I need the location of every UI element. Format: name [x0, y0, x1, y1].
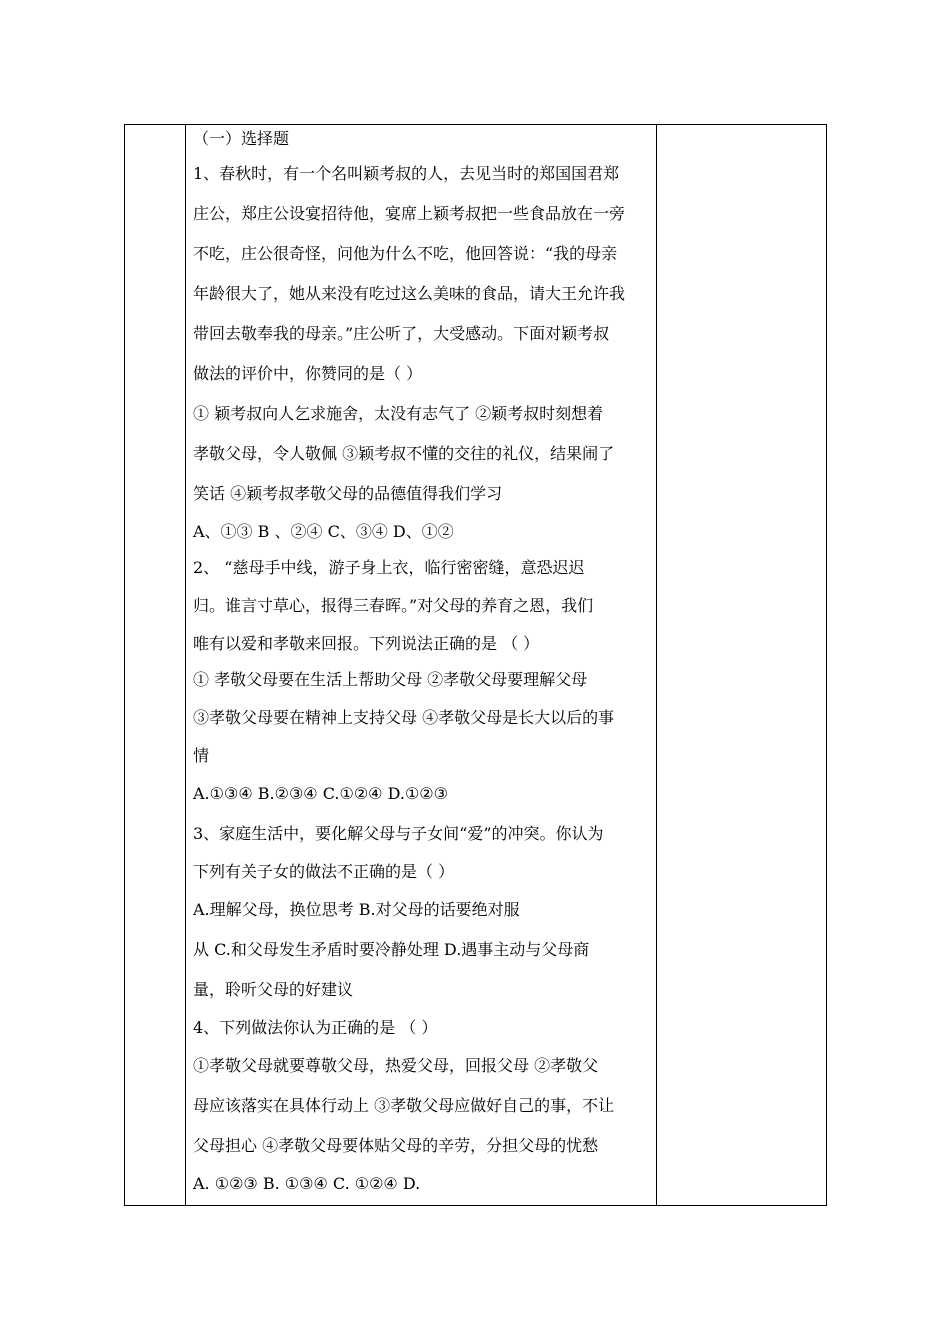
column-divider-right [656, 125, 657, 1205]
q2-line: 归。谁言寸草心，报得三春晖。”对父母的养育之恩，我们 [193, 596, 594, 615]
question-content [193, 124, 653, 1202]
q4-option-line: 父母担心 ④孝敬父母要体贴父母的辛劳，分担父母的忧愁 [193, 1136, 599, 1155]
q2-option-line: ① 孝敬父母要在生活上帮助父母 ②孝敬父母要理解父母 [193, 670, 588, 689]
q1-line: 做法的评价中，你赞同的是（ ） [193, 364, 423, 383]
q2-answers: A.①③④ B.②③④ C.①②④ D.①②③ [193, 784, 448, 803]
q1-option-line: ① 颖考叔向人乞求施舍，太没有志气了 ②颖考叔时刻想着 [193, 404, 604, 423]
q4-answers: A. ①②③ B. ①③④ C. ①②④ D. [193, 1174, 421, 1193]
q1-line: 庄公，郑庄公设宴招待他，宴席上颖考叔把一些食品放在一旁 [193, 204, 626, 223]
q1-option-line: 笑话 ④颖考叔孝敬父母的品德值得我们学习 [193, 484, 503, 503]
q2-line: 2、 “慈母手中线，游子身上衣，临行密密缝，意恐迟迟 [193, 558, 585, 577]
q1-line: 1、春秋时，有一个名叫颖考叔的人，去见当时的郑国国君郑 [193, 164, 620, 183]
question-3 [193, 814, 653, 1010]
q4-option-line: 母应该落实在具体行动上 ③孝敬父母应做好自己的事，不让 [193, 1096, 615, 1115]
q1-line: 带回去敬奉我的母亲。”庄公听了，大受感动。下面对颖考叔 [193, 324, 610, 343]
q3-option-line: 量，聆听父母的好建议 [193, 980, 354, 999]
q3-line: 下列有关子女的做法不正确的是（ ） [193, 862, 455, 881]
q3-option-line: 从 C.和父母发生矛盾时要冷静处理 D.遇事主动与父母商 [193, 940, 590, 959]
q1-option-line: 孝敬父母，令人敬佩 ③颖考叔不懂的交往的礼仪，结果闹了 [193, 444, 615, 463]
q3-option-line: A.理解父母，换位思考 B.对父母的话要绝对服 [193, 900, 520, 919]
question-4 [193, 1010, 653, 1202]
question-2 [193, 550, 653, 814]
column-divider-left [185, 125, 186, 1205]
q2-option-line: ③孝敬父母要在精神上支持父母 ④孝敬父母是长大以后的事 [193, 708, 615, 727]
q3-line: 3、家庭生活中，要化解父母与子女间“爱”的冲突。你认为 [193, 824, 604, 843]
q2-option-line: 情 [193, 746, 210, 765]
q2-line: 唯有以爱和孝敬来回报。下列说法正确的是 （ ） [193, 634, 540, 653]
q1-answers: A、①③ B 、②④ C、③④ D、①② [193, 522, 454, 541]
q1-line: 年龄很大了，她从来没有吃过这么美味的食品，请大王允许我 [193, 284, 626, 303]
question-1 [193, 154, 653, 550]
q4-line: 4、下列做法你认为正确的是 （ ） [193, 1018, 438, 1037]
q4-option-line: ①孝敬父母就要尊敬父母，热爱父母，回报父母 ②孝敬父 [193, 1056, 599, 1075]
section-title: （一）选择题 [193, 129, 290, 148]
q1-line: 不吃，庄公很奇怪，问他为什么不吃，他回答说：“我的母亲 [193, 244, 618, 263]
